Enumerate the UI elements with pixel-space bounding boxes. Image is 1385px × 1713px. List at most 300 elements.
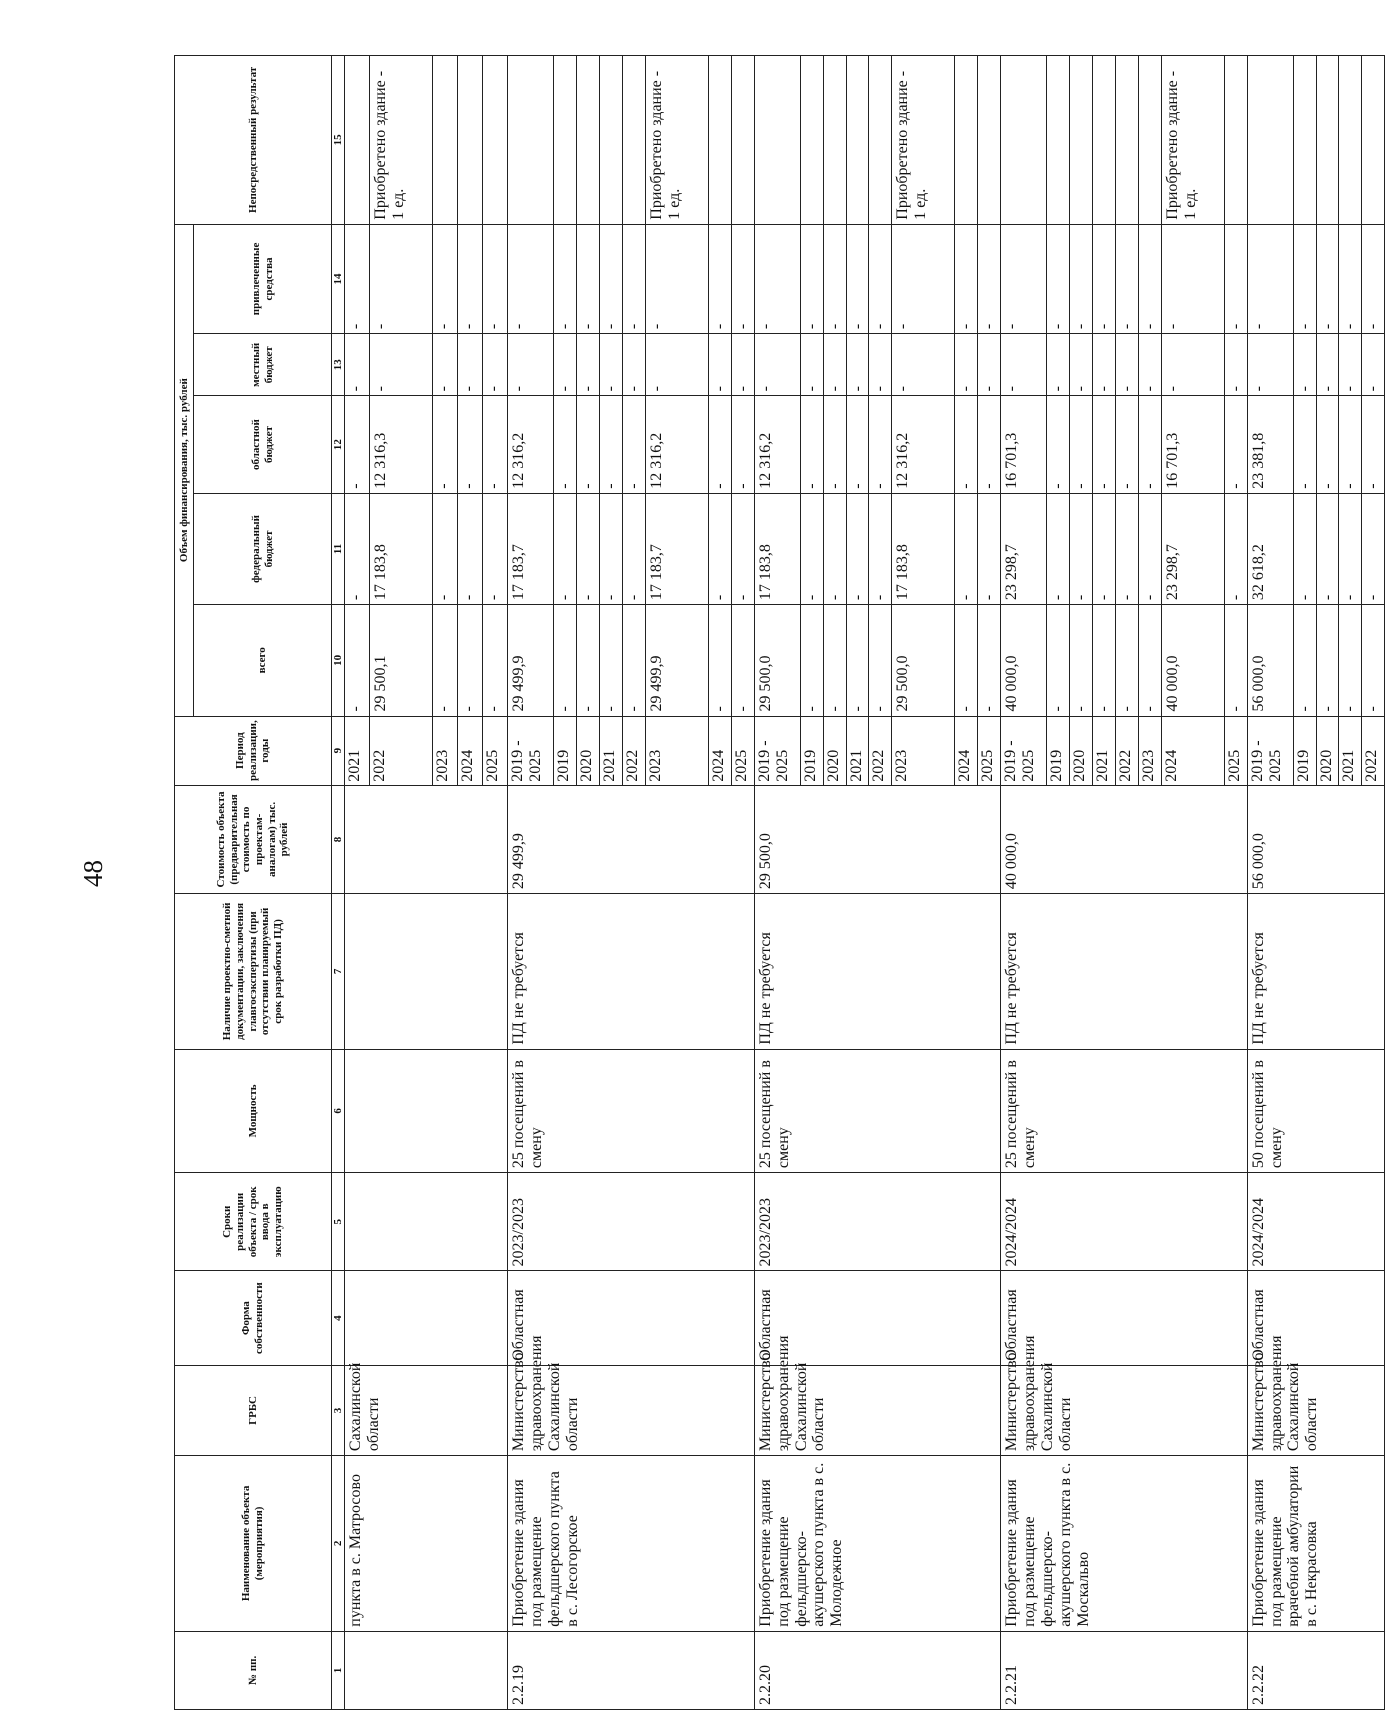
local-value: - <box>1339 334 1362 396</box>
period-year: 2025 <box>731 716 754 785</box>
attracted-value: - <box>433 224 458 333</box>
attracted-value: - <box>731 224 754 333</box>
federal-value: 23 298,7 <box>1001 493 1047 604</box>
period-year: 2020 <box>577 716 600 785</box>
attracted-value: - <box>1070 224 1093 333</box>
local-value: - <box>1093 334 1116 396</box>
total-value: - <box>483 605 508 716</box>
federal-value: - <box>1224 493 1247 604</box>
local-value: - <box>892 334 955 396</box>
project-name: Приобретение здания под размещение фельдшерского пункта в с. Лесогорское <box>508 1456 754 1632</box>
column-number: 13 <box>332 334 345 396</box>
result-value <box>1070 56 1093 225</box>
result-value <box>1138 56 1161 225</box>
total-value: - <box>1138 605 1161 716</box>
design-docs-status: ПД не требуется <box>754 894 1000 1050</box>
result-value <box>600 56 623 225</box>
header-period: Период реализации, годы <box>175 716 332 785</box>
local-value: - <box>800 334 823 396</box>
attracted-value: - <box>1115 224 1138 333</box>
implementation-term: 2023/2023 <box>508 1173 754 1271</box>
period-year: 2019 <box>1293 716 1316 785</box>
total-value: - <box>800 605 823 716</box>
header-grbs: ГРБС <box>175 1365 332 1455</box>
attracted-value: - <box>955 224 978 333</box>
design-docs-status: ПД не требуется <box>508 894 754 1050</box>
regional-value: 12 316,3 <box>370 396 433 493</box>
local-value: - <box>645 334 708 396</box>
attracted-value: - <box>600 224 623 333</box>
header-result: Непосредственный результат <box>175 56 332 225</box>
result-value <box>846 56 869 225</box>
result-value <box>1316 56 1339 225</box>
local-value: - <box>731 334 754 396</box>
period-year: 2020 <box>1316 716 1339 785</box>
table-row <box>1247 56 1293 1710</box>
attracted-value: - <box>1001 224 1047 333</box>
total-value: 56 000,0 <box>1247 605 1293 716</box>
header-term: Сроки реализации объекта / срок ввода в эксплуатацию <box>175 1173 332 1271</box>
result-value <box>577 56 600 225</box>
total-value: - <box>1362 605 1385 716</box>
regional-value: - <box>1316 396 1339 493</box>
attracted-value: - <box>1047 224 1070 333</box>
table-row <box>1001 56 1047 1710</box>
total-value: 40 000,0 <box>1161 605 1224 716</box>
project-number: 2.2.19 <box>508 1631 754 1709</box>
total-value: 29 499,9 <box>645 605 708 716</box>
result-value <box>955 56 978 225</box>
period-year: 2020 <box>823 716 846 785</box>
local-value: - <box>554 334 577 396</box>
column-number: 9 <box>332 716 345 785</box>
result-value <box>1362 56 1385 225</box>
header-row-1 <box>175 56 194 1710</box>
local-value: - <box>869 334 892 396</box>
regional-value: - <box>1293 396 1316 493</box>
result-value <box>508 56 554 225</box>
table-row <box>508 56 554 1710</box>
total-value: 29 500,1 <box>370 605 433 716</box>
federal-value: - <box>1316 493 1339 604</box>
financing-table <box>174 55 1385 1710</box>
header-capacity: Мощность <box>175 1049 332 1172</box>
total-value: - <box>1293 605 1316 716</box>
total-value: - <box>1115 605 1138 716</box>
attracted-value: - <box>869 224 892 333</box>
period-year: 2023 <box>892 716 955 785</box>
local-value: - <box>1316 334 1339 396</box>
regional-value: - <box>1070 396 1093 493</box>
total-value: - <box>345 605 370 716</box>
federal-value: 17 183,8 <box>754 493 800 604</box>
column-number: 8 <box>332 785 345 893</box>
header-docs: Наличие проектно-сметной документации, заключения главгосэкспертизы (при отсутствии планируемый срок разработки ПД) <box>175 894 332 1050</box>
period-year: 2025 <box>483 716 508 785</box>
header-federal: федеральный бюджет <box>194 493 332 604</box>
local-value: - <box>458 334 483 396</box>
project-name: Приобретение здания под размещение фельдшерско-акушерского пункта в с. Молодежное <box>754 1456 1000 1632</box>
period-year: 2020 <box>1070 716 1093 785</box>
federal-value: - <box>846 493 869 604</box>
federal-value: - <box>577 493 600 604</box>
regional-value: 16 701,3 <box>1001 396 1047 493</box>
result-value <box>823 56 846 225</box>
result-value: Приобретено здание - 1 ед. <box>370 56 433 225</box>
local-value: - <box>1070 334 1093 396</box>
local-value: - <box>823 334 846 396</box>
column-number: 14 <box>332 224 345 333</box>
header-num: № пп. <box>175 1631 332 1709</box>
period-year: 2021 <box>846 716 869 785</box>
local-value: - <box>754 334 800 396</box>
federal-value: - <box>955 493 978 604</box>
period-year: 2023 <box>1138 716 1161 785</box>
period-year: 2019 <box>800 716 823 785</box>
regional-value: 16 701,3 <box>1161 396 1224 493</box>
federal-value: - <box>1070 493 1093 604</box>
federal-value: - <box>345 493 370 604</box>
attracted-value: - <box>508 224 554 333</box>
regional-value: - <box>623 396 646 493</box>
total-value: - <box>869 605 892 716</box>
local-value: - <box>345 334 370 396</box>
attracted-value: - <box>1247 224 1293 333</box>
attracted-value: - <box>645 224 708 333</box>
regional-value: - <box>708 396 731 493</box>
federal-value: - <box>1047 493 1070 604</box>
regional-value: - <box>577 396 600 493</box>
period-year: 2021 <box>1093 716 1116 785</box>
attracted-value: - <box>823 224 846 333</box>
attracted-value: - <box>1224 224 1247 333</box>
total-value: 29 500,0 <box>892 605 955 716</box>
page-number: 48 <box>78 860 108 887</box>
attracted-value: - <box>483 224 508 333</box>
federal-value: 17 183,8 <box>370 493 433 604</box>
column-number: 2 <box>332 1456 345 1632</box>
total-value: - <box>846 605 869 716</box>
ownership-form <box>345 1271 508 1365</box>
total-value: 29 500,0 <box>754 605 800 716</box>
federal-value: - <box>1093 493 1116 604</box>
regional-value: 23 381,8 <box>1247 396 1293 493</box>
local-value: - <box>1224 334 1247 396</box>
column-number: 6 <box>332 1049 345 1172</box>
ownership-form: Областная <box>1001 1271 1247 1365</box>
result-value <box>433 56 458 225</box>
attracted-value: - <box>577 224 600 333</box>
period-year: 2019 - 2025 <box>508 716 554 785</box>
regional-value: - <box>1339 396 1362 493</box>
result-value: Приобретено здание - 1 ед. <box>645 56 708 225</box>
attracted-value: - <box>1161 224 1224 333</box>
column-number-row <box>332 56 345 1710</box>
column-number: 5 <box>332 1173 345 1271</box>
regional-value: 12 316,2 <box>645 396 708 493</box>
period-year: 2023 <box>645 716 708 785</box>
regional-value: - <box>1115 396 1138 493</box>
implementation-term: 2023/2023 <box>754 1173 1000 1271</box>
total-value: - <box>1093 605 1116 716</box>
attracted-value: - <box>978 224 1001 333</box>
column-number: 12 <box>332 396 345 493</box>
column-number: 7 <box>332 894 345 1050</box>
capacity <box>345 1049 508 1172</box>
total-value: - <box>708 605 731 716</box>
result-value <box>1224 56 1247 225</box>
table-row <box>754 56 800 1710</box>
project-name: Приобретение здания под размещение фельдшерско-акушерского пункта в с. Москальво <box>1001 1456 1247 1632</box>
period-year: 2024 <box>458 716 483 785</box>
header-ownership: Форма собственности <box>175 1271 332 1365</box>
header-cost: Стоимость объекта (предварительная стоимость по проектам-аналогам) тыс. рублей <box>175 785 332 893</box>
attracted-value: - <box>754 224 800 333</box>
attracted-value: - <box>1362 224 1385 333</box>
total-value: - <box>623 605 646 716</box>
period-year: 2019 <box>554 716 577 785</box>
federal-value: 17 183,8 <box>892 493 955 604</box>
column-number: 10 <box>332 605 345 716</box>
grbs-name: Министерство здравоохранения Сахалинской области <box>508 1365 754 1455</box>
period-year: 2021 <box>600 716 623 785</box>
result-value <box>800 56 823 225</box>
attracted-value: - <box>1316 224 1339 333</box>
regional-value: - <box>458 396 483 493</box>
header-regional: областной бюджет <box>194 396 332 493</box>
design-docs-status <box>345 894 508 1050</box>
attracted-value: - <box>458 224 483 333</box>
federal-value: - <box>600 493 623 604</box>
capacity: 50 посещений в смену <box>1247 1049 1385 1172</box>
federal-value: 32 618,2 <box>1247 493 1293 604</box>
project-name: Приобретение здания под размещение врачебной амбулатории в с. Некрасовка <box>1247 1456 1385 1632</box>
capacity: 25 посещений в смену <box>754 1049 1000 1172</box>
object-cost: 29 500,0 <box>754 785 1000 893</box>
local-value: - <box>708 334 731 396</box>
period-year: 2019 - 2025 <box>1247 716 1293 785</box>
federal-value: - <box>433 493 458 604</box>
total-value: - <box>600 605 623 716</box>
period-year: 2022 <box>370 716 433 785</box>
federal-value: - <box>458 493 483 604</box>
header-total: всего <box>194 605 332 716</box>
federal-value: 17 183,7 <box>508 493 554 604</box>
result-value <box>978 56 1001 225</box>
period-year: 2021 <box>345 716 370 785</box>
regional-value: - <box>800 396 823 493</box>
total-value: - <box>1339 605 1362 716</box>
local-value: - <box>433 334 458 396</box>
result-value <box>554 56 577 225</box>
design-docs-status: ПД не требуется <box>1247 894 1385 1050</box>
capacity: 25 посещений в смену <box>1001 1049 1247 1172</box>
federal-value: - <box>1138 493 1161 604</box>
capacity: 25 посещений в смену <box>508 1049 754 1172</box>
result-value <box>1247 56 1293 225</box>
federal-value: - <box>1339 493 1362 604</box>
attracted-value: - <box>1339 224 1362 333</box>
local-value: - <box>1047 334 1070 396</box>
ownership-form: Областная <box>1247 1271 1385 1365</box>
total-value: - <box>1047 605 1070 716</box>
result-value <box>1047 56 1070 225</box>
attracted-value: - <box>1293 224 1316 333</box>
period-year: 2025 <box>1224 716 1247 785</box>
period-year: 2023 <box>433 716 458 785</box>
object-cost: 29 499,9 <box>508 785 754 893</box>
total-value: - <box>433 605 458 716</box>
total-value: - <box>554 605 577 716</box>
regional-value: - <box>1224 396 1247 493</box>
period-year: 2022 <box>1115 716 1138 785</box>
federal-value: - <box>869 493 892 604</box>
project-number: 2.2.22 <box>1247 1631 1385 1709</box>
regional-value: - <box>846 396 869 493</box>
local-value: - <box>1293 334 1316 396</box>
local-value: - <box>600 334 623 396</box>
total-value: - <box>1224 605 1247 716</box>
regional-value: - <box>869 396 892 493</box>
result-value: Приобретено здание - 1 ед. <box>1161 56 1224 225</box>
regional-value: - <box>1047 396 1070 493</box>
rotated-table-container <box>174 55 1382 1710</box>
attracted-value: - <box>554 224 577 333</box>
result-value <box>869 56 892 225</box>
local-value: - <box>846 334 869 396</box>
federal-value: - <box>623 493 646 604</box>
result-value <box>1293 56 1316 225</box>
column-number: 4 <box>332 1271 345 1365</box>
result-value <box>345 56 370 225</box>
header-name: Наименование объекта (мероприятия) <box>175 1456 332 1632</box>
project-number: 2.2.20 <box>754 1631 1000 1709</box>
local-value: - <box>1138 334 1161 396</box>
local-value: - <box>577 334 600 396</box>
project-name: пункта в с. Матросово <box>345 1456 508 1632</box>
result-value <box>483 56 508 225</box>
federal-value: - <box>731 493 754 604</box>
regional-value: - <box>554 396 577 493</box>
regional-value: - <box>600 396 623 493</box>
federal-value: - <box>1362 493 1385 604</box>
header-attracted: привлеченные средства <box>194 224 332 333</box>
total-value: - <box>731 605 754 716</box>
result-value <box>1115 56 1138 225</box>
column-number: 3 <box>332 1365 345 1455</box>
local-value: - <box>1115 334 1138 396</box>
ownership-form: Областная <box>508 1271 754 1365</box>
ownership-form: Областная <box>754 1271 1000 1365</box>
attracted-value: - <box>345 224 370 333</box>
period-year: 2025 <box>978 716 1001 785</box>
period-year: 2024 <box>708 716 731 785</box>
header-local: местный бюджет <box>194 334 332 396</box>
regional-value: - <box>1138 396 1161 493</box>
regional-value: 12 316,2 <box>754 396 800 493</box>
local-value: - <box>1247 334 1293 396</box>
period-year: 2022 <box>623 716 646 785</box>
result-value <box>1339 56 1362 225</box>
regional-value: - <box>433 396 458 493</box>
result-value <box>1001 56 1047 225</box>
attracted-value: - <box>800 224 823 333</box>
regional-value: - <box>345 396 370 493</box>
project-number: 2.2.21 <box>1001 1631 1247 1709</box>
local-value: - <box>370 334 433 396</box>
federal-value: - <box>800 493 823 604</box>
grbs-name: Сахалинской области <box>345 1365 508 1455</box>
total-value: - <box>955 605 978 716</box>
implementation-term: 2024/2024 <box>1247 1173 1385 1271</box>
column-number: 11 <box>332 493 345 604</box>
federal-value: 23 298,7 <box>1161 493 1224 604</box>
federal-value: - <box>1293 493 1316 604</box>
regional-value: - <box>955 396 978 493</box>
total-value: - <box>1070 605 1093 716</box>
total-value: 29 499,9 <box>508 605 554 716</box>
attracted-value: - <box>892 224 955 333</box>
federal-value: - <box>823 493 846 604</box>
attracted-value: - <box>708 224 731 333</box>
federal-value: - <box>483 493 508 604</box>
federal-value: - <box>1115 493 1138 604</box>
total-value: - <box>823 605 846 716</box>
regional-value: 12 316,2 <box>892 396 955 493</box>
object-cost: 56 000,0 <box>1247 785 1385 893</box>
implementation-term: 2024/2024 <box>1001 1173 1247 1271</box>
result-value <box>458 56 483 225</box>
period-year: 2024 <box>955 716 978 785</box>
result-value <box>754 56 800 225</box>
grbs-name: Министерство здравоохранения Сахалинской области <box>1001 1365 1247 1455</box>
result-value <box>623 56 646 225</box>
federal-value: - <box>554 493 577 604</box>
period-year: 2024 <box>1161 716 1224 785</box>
attracted-value: - <box>1138 224 1161 333</box>
grbs-name: Министерство здравоохранения Сахалинской области <box>1247 1365 1385 1455</box>
period-year: 2019 - 2025 <box>1001 716 1047 785</box>
local-value: - <box>1001 334 1047 396</box>
header-funding-group: Объем финансирования, тыс. рублей <box>175 224 194 716</box>
total-value: - <box>978 605 1001 716</box>
object-cost: 40 000,0 <box>1001 785 1247 893</box>
result-value: Приобретено здание - 1 ед. <box>892 56 955 225</box>
result-value <box>708 56 731 225</box>
period-year: 2019 <box>1047 716 1070 785</box>
federal-value: 17 183,7 <box>645 493 708 604</box>
table-body <box>345 56 1385 1710</box>
period-year: 2019 - 2025 <box>754 716 800 785</box>
result-value <box>1093 56 1116 225</box>
period-year: 2022 <box>1362 716 1385 785</box>
local-value: - <box>955 334 978 396</box>
local-value: - <box>483 334 508 396</box>
regional-value: - <box>731 396 754 493</box>
regional-value: - <box>978 396 1001 493</box>
period-year: 2021 <box>1339 716 1362 785</box>
federal-value: - <box>708 493 731 604</box>
table-row <box>345 56 370 1710</box>
local-value: - <box>623 334 646 396</box>
federal-value: - <box>978 493 1001 604</box>
design-docs-status: ПД не требуется <box>1001 894 1247 1050</box>
column-number: 15 <box>332 56 345 225</box>
attracted-value: - <box>1093 224 1116 333</box>
total-value: 40 000,0 <box>1001 605 1047 716</box>
column-number: 1 <box>332 1631 345 1709</box>
local-value: - <box>978 334 1001 396</box>
